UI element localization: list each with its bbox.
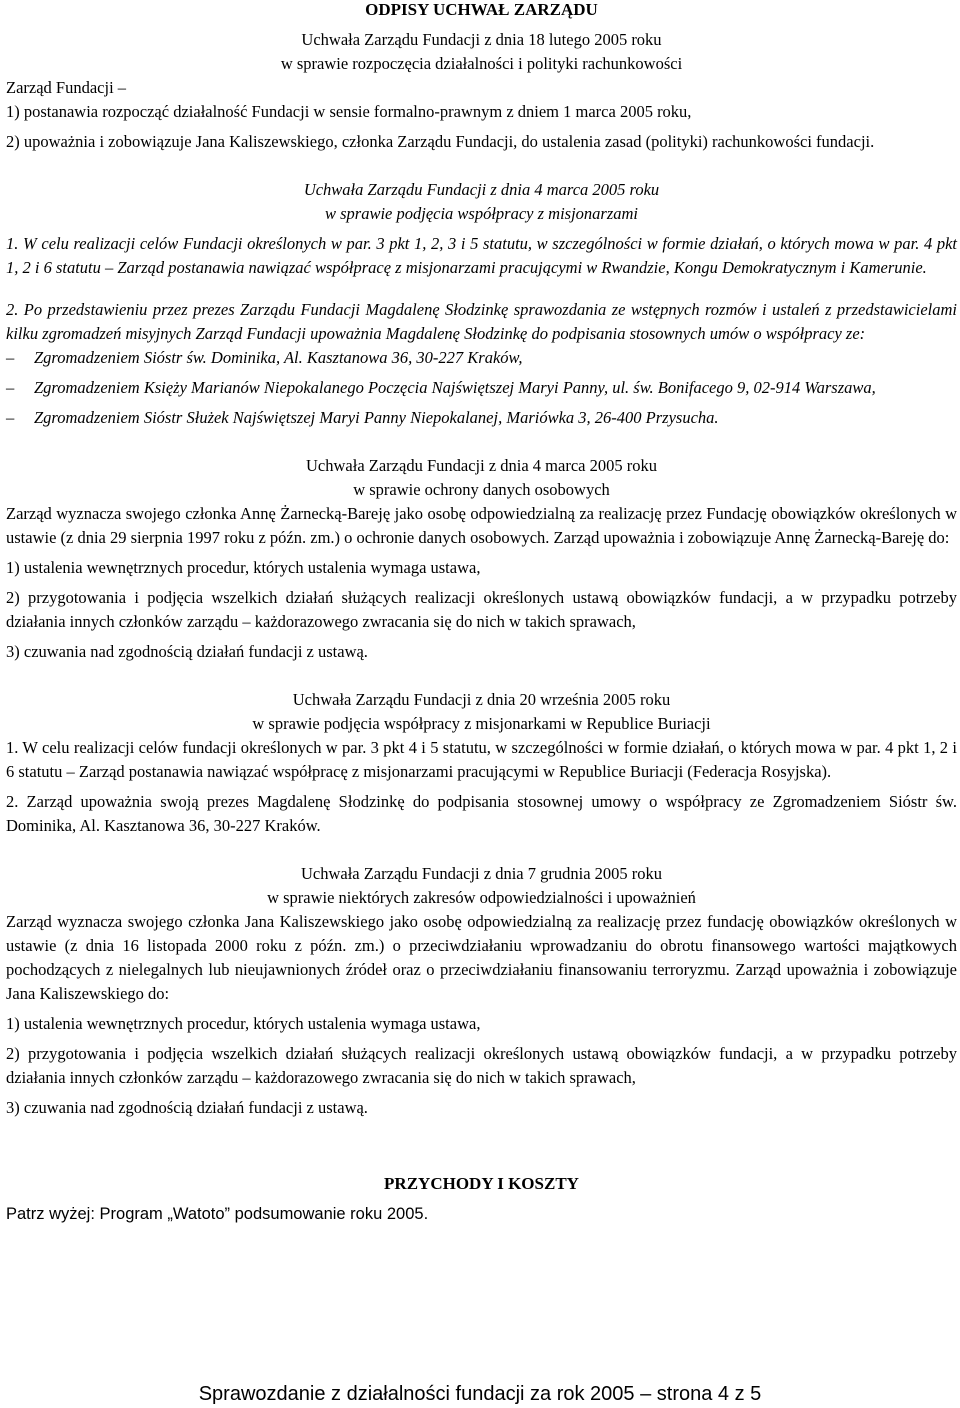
page-footer: Sprawozdanie z działalności fundacji za rok 2005 – strona 4 z 5 <box>198 1383 762 1405</box>
list-dash: – <box>6 378 15 397</box>
resolution-heading: Uchwała Zarządu Fundacji z dnia 7 grudnia 2005 roku <box>300 864 663 883</box>
section-title: PRZYCHODY I KOSZTY <box>384 1174 579 1193</box>
resolution-list-item: 2) przygotowania i podjęcia wszelkich działań służących realizacji określonych ustawą obowiązków fundacji, a w przypadku potrzeby działania innych członków zarządu – każdorazowego zwracania się do nich w takich sprawach, <box>6 588 957 631</box>
resolution-list-item: 1) ustalenia wewnętrznych procedur, których ustalenia wymaga ustawa, <box>6 558 481 577</box>
resolution-1 <box>6 28 957 154</box>
resolution-4 <box>6 688 957 838</box>
resolution-heading: Uchwała Zarządu Fundacji z dnia 4 marca 2005 roku <box>303 180 660 199</box>
document-page <box>6 0 957 1226</box>
resolution-list-item: 3) czuwania nad zgodnością działań fundacji z ustawą. <box>6 1098 368 1117</box>
list-item <box>6 346 957 370</box>
resolution-heading: Uchwała Zarządu Fundacji z dnia 18 lutego 2005 roku <box>301 30 662 49</box>
resolution-5 <box>6 862 957 1120</box>
resolution-subject: w sprawie rozpoczęcia działalności i polityki rachunkowości <box>280 54 683 73</box>
list-dash: – <box>6 348 15 367</box>
resolution-list-item: 1) ustalenia wewnętrznych procedur, których ustalenia wymaga ustawa, <box>6 1014 481 1033</box>
resolution-3 <box>6 454 957 664</box>
resolution-paragraph: 2. Po przedstawieniu przez prezes Zarządu Fundacji Magdalenę Słodzinkę sprawozdania ze wstępnych rozmów i ustaleń z przedstawicielami kilku zgromadzeń misyjnych Zarząd Fundacji upoważnia Magdalenę Słodzinkę do podpisania stosownych umów o współpracy ze: <box>6 300 957 343</box>
resolution-paragraph: 1) postanawia rozpocząć działalność Fundacji w sensie formalno-prawnym z dniem 1 marca 2005 roku, <box>6 102 692 121</box>
section-text: Patrz wyżej: Program „Watoto” podsumowanie roku 2005. <box>6 1205 429 1223</box>
resolution-paragraph: Zarząd wyznacza swojego członka Jana Kaliszewskiego jako osobę odpowiedzialną za realizację przez fundację obowiązków określonych w ustawie (z dnia 16 listopada 2000 roku z późn. zm.) o przeciwdziałaniu wprowadzaniu do obrotu finansowego wartości majątkowych pochodzących z nielegalnych lub nieujawnionych źródeł oraz o przeciwdziałaniu finansowaniu terroryzmu. Zarząd upoważnia i zobowiązuje Jana Kaliszewskiego do: <box>6 912 957 1003</box>
resolution-paragraph: 1. W celu realizacji celów Fundacji określonych w par. 3 pkt 1, 2, 3 i 5 statutu, w szczególności w formie działań, o których mowa w par. 4 pkt 1, 2 i 6 statutu – Zarząd postanawia nawiązać współpracę z misjonarzami pracującymi w Rwandzie, Kongu Demokratycznym i Kamerunie. <box>6 234 957 277</box>
resolution-2 <box>6 178 957 430</box>
resolution-paragraph: 2. Zarząd upoważnia swoją prezes Magdalenę Słodzinkę do podpisania stosownej umowy o współpracy ze Zgromadzeniem Sióstr św. Dominika, Al. Kasztanowa 36, 30-227 Kraków. <box>6 792 957 835</box>
list-item-text: Zgromadzeniem Sióstr św. Dominika, Al. Kasztanowa 36, 30-227 Kraków, <box>34 348 523 367</box>
resolution-list-item: 3) czuwania nad zgodnością działań fundacji z ustawą. <box>6 642 368 661</box>
list-item <box>6 376 957 400</box>
resolution-subject: w sprawie podjęcia współpracy z misjonarzami <box>324 204 639 223</box>
resolution-subject: w sprawie ochrony danych osobowych <box>353 480 610 499</box>
resolution-list-item: 2) przygotowania i podjęcia wszelkich działań służących realizacji określonych ustawą obowiązków fundacji, a w przypadku potrzeby działania innych członków zarządu – każdorazowego zwracania się do nich w takich sprawach, <box>6 1044 957 1087</box>
resolution-heading: Uchwała Zarządu Fundacji z dnia 4 marca 2005 roku <box>306 456 657 475</box>
resolution-paragraph: 1. W celu realizacji celów fundacji określonych w par. 3 pkt 4 i 5 statutu, w szczególności w formie działań, o których mowa w par. 4 pkt 1, 2 i 6 statutu – Zarząd postanawia nawiązać współpracę z misjonarzami pracującymi w Republice Buriacji (Federacja Rosyjska). <box>6 738 957 781</box>
list-item-text: Zgromadzeniem Księży Marianów Niepokalanego Poczęcia Najświętszej Maryi Panny, ul. św. Bonifacego 9, 02-914 Warszawa, <box>34 378 876 397</box>
resolution-paragraph: Zarząd wyznacza swojego członka Annę Żarnecką-Bareję jako osobę odpowiedzialną za realizację przez Fundację obowiązków określonych w ustawie (z dnia 29 sierpnia 1997 roku z późn. zm.) o ochronie danych osobowych. Zarząd upoważnia i zobowiązuje Annę Żarnecką-Bareję do: <box>6 504 957 547</box>
list-item-text: Zgromadzeniem Sióstr Służek Najświętszej Maryi Panny Niepokalanej, Mariówka 3, 26-400 Przysucha. <box>34 408 719 427</box>
page-title: ODPISY UCHWAŁ ZARZĄDU <box>365 0 598 19</box>
resolution-intro: Zarząd Fundacji – <box>6 78 127 97</box>
list-item <box>6 406 957 430</box>
resolution-subject: w sprawie niektórych zakresów odpowiedzialności i upoważnień <box>267 888 696 907</box>
resolution-heading: Uchwała Zarządu Fundacji z dnia 20 września 2005 roku <box>292 690 671 709</box>
resolution-subject: w sprawie podjęcia współpracy z misjonarkami w Republice Buriacji <box>252 714 711 733</box>
resolution-paragraph: 2) upoważnia i zobowiązuje Jana Kaliszewskiego, członka Zarządu Fundacji, do ustalenia zasad (polityki) rachunkowości fundacji. <box>6 132 875 151</box>
list-dash: – <box>6 408 15 427</box>
